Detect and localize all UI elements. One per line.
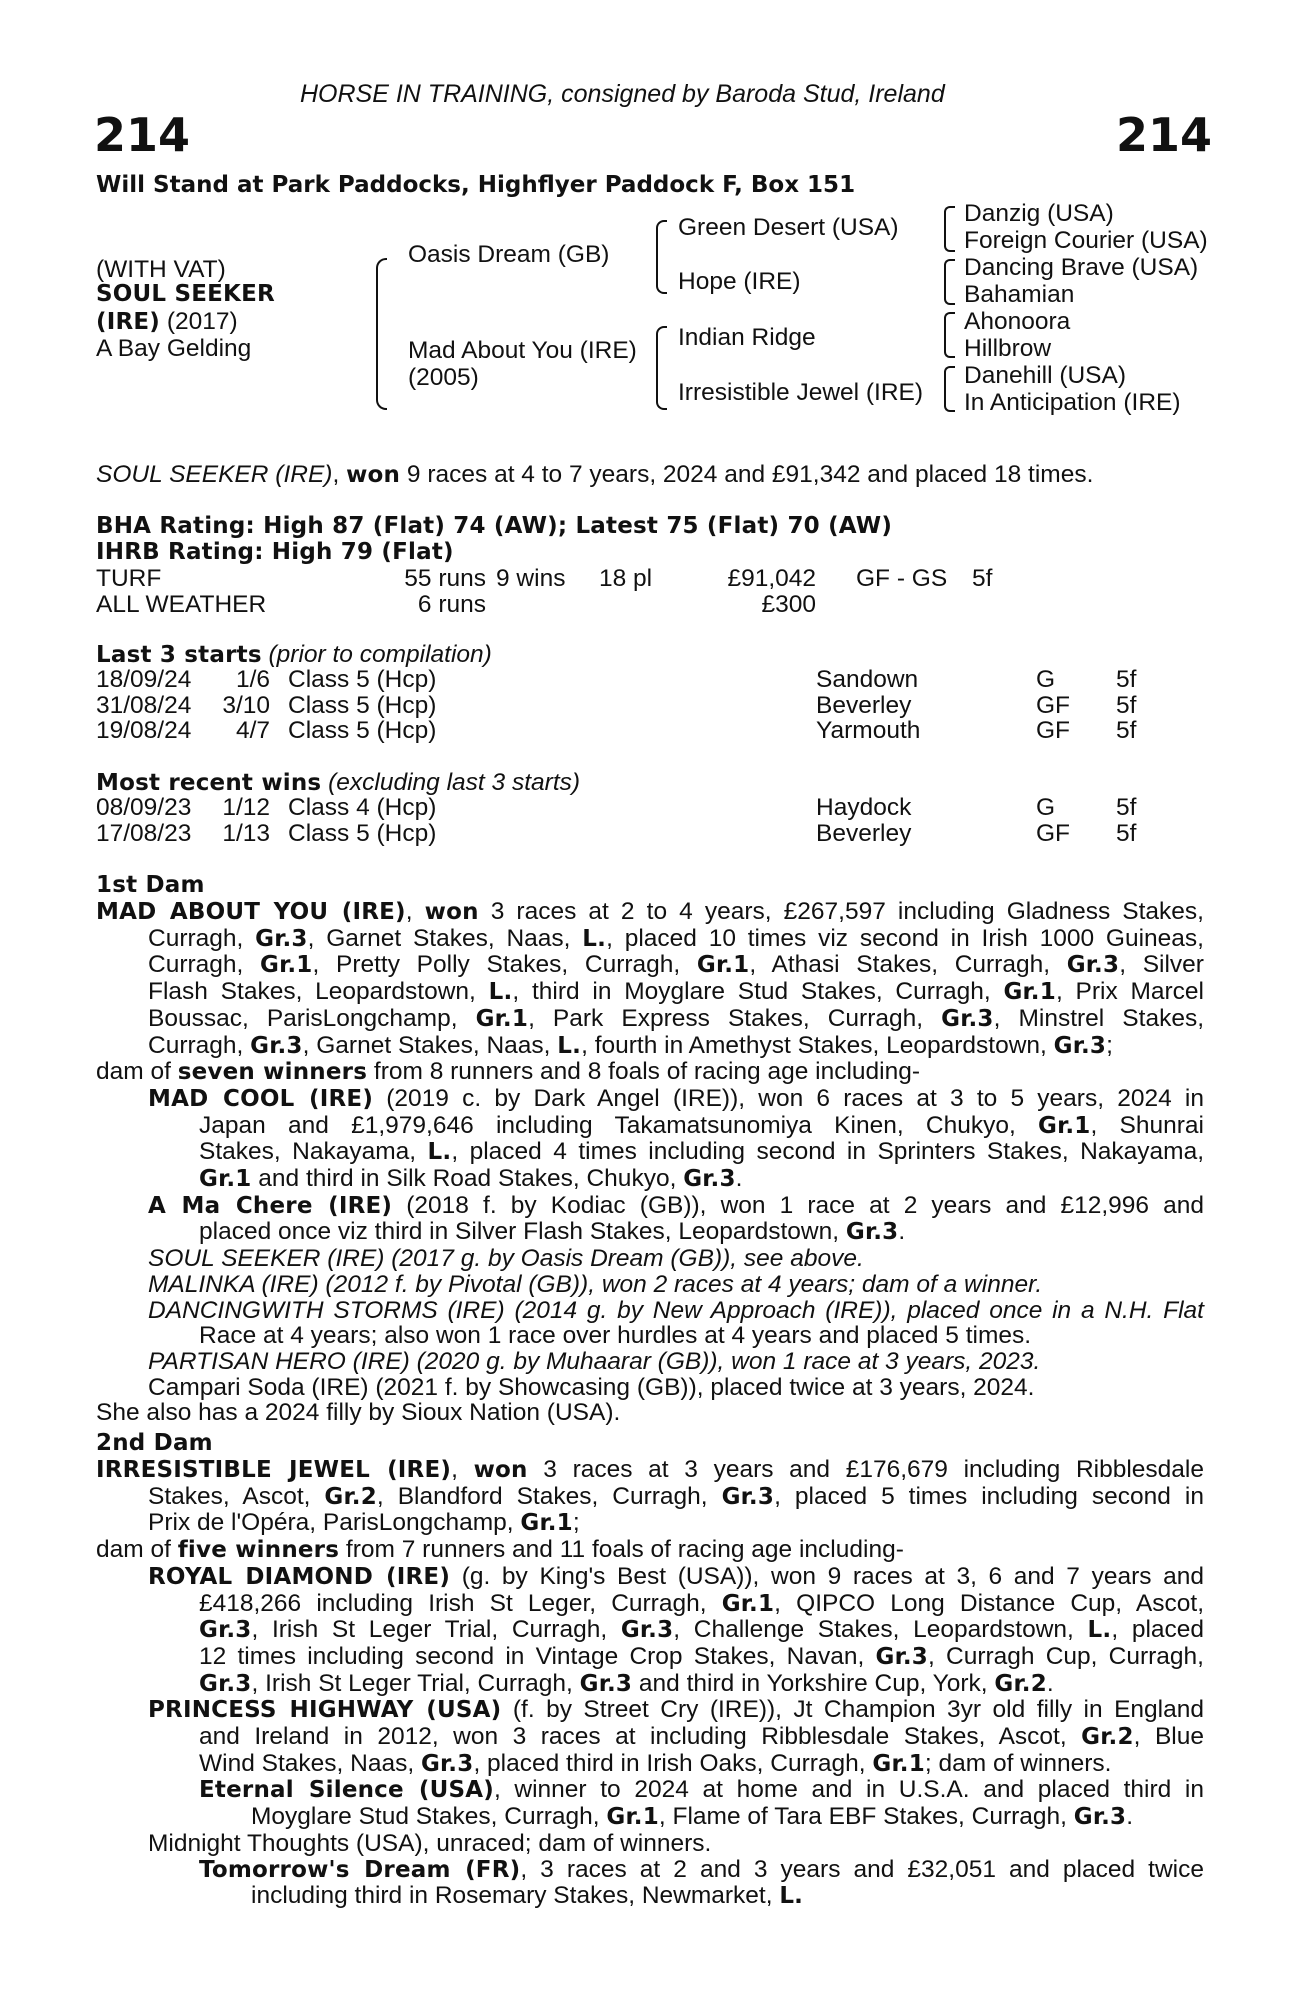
pedigree-brace bbox=[944, 366, 955, 412]
last3-row: 31/08/24 3/10 Class 5 (Hcp) Beverley GF 5f bbox=[96, 692, 1137, 719]
lot-number-right: 214 bbox=[1116, 108, 1213, 162]
pedigree-ddd: In Anticipation (IRE) bbox=[964, 389, 1181, 416]
progeny-a-ma-chere: A Ma Chere (IRE) (2018 f. by Kodiac (GB)), won 1 race at 2 years and £12,996 and bbox=[148, 1191, 1204, 1219]
recent-row: 08/09/23 1/12 Class 4 (Hcp) Haydock G 5f bbox=[96, 794, 1137, 821]
horse-origin-year: (IRE) (2017) bbox=[96, 308, 238, 335]
bha-rating: BHA Rating: High 87 (Flat) 74 (AW); Latest 75 (Flat) 70 (AW) bbox=[96, 513, 893, 539]
recent-wins-heading: Most recent wins (excluding last 3 starts) bbox=[96, 769, 581, 796]
pedigree-dam-year: (2005) bbox=[408, 364, 479, 391]
progeny-princess-highway: PRINCESS HIGHWAY (USA) (f. by Street Cry (IRE)), Jt Champion 3yr old filly in England bbox=[148, 1696, 1205, 1724]
dam1-note: She also has a 2024 filly by Sioux Nation (USA). bbox=[96, 1399, 621, 1427]
progeny-partisan-hero: PARTISAN HERO (IRE) (2020 g. by Muhaarar (GB)), won 1 race at 3 years, 2023. bbox=[148, 1347, 1041, 1375]
pedigree-dam-sire: Indian Ridge bbox=[678, 324, 816, 351]
pedigree-brace bbox=[656, 220, 667, 294]
stand-location: Will Stand at Park Paddocks, Highflyer Paddock F, Box 151 bbox=[96, 172, 856, 198]
pedigree-dam-dam: Irresistible Jewel (IRE) bbox=[678, 379, 924, 406]
consignment-line: HORSE IN TRAINING, consigned by Baroda Stud, Ireland bbox=[300, 80, 945, 108]
progeny-soul-seeker: SOUL SEEKER (IRE) (2017 g. by Oasis Dream (GB)), see above. bbox=[148, 1245, 864, 1273]
dam1-section: MAD ABOUT YOU (IRE), won 3 races at 2 to 4 years, £267,597 including Gladness Stakes, Curragh, Gr.3, Garnet Stakes, Naas, L., placed 10 times viz second in Irish 1000 Guineas, Curragh, Gr.1, Pretty Polly Stakes, Curragh, Gr.1, Athasi Stakes, Curragh, Gr.3, Silver Flash Stakes, Leopardstown, L., third in Moyglare Stud Stakes, Curragh, Gr.1, Prix Marcel Boussac, ParisLongchamp, Gr.1, Park Express Stakes, Curragh, Gr.3, Minstrel Stakes, Curragh, Gr.3, Garnet Stakes, Naas, L., fourth in Amethyst Stakes, Leopardstown, Gr.3; dam of seven winners from 8 runners and 8 foals of racing age including- MAD COOL (IRE) (2019 c. by Dark Angel (IRE)), won 6 races at 3 to 5 years, 2024 in Japan and £1,979,646 including Takamatsunomiya Kinen, Chukyo, Gr.1, Shunrai Stakes, Nakayama, L., placed 4 times including second in Sprinters Stakes, Nakayama, Gr.1 and third in Silk Road Stakes, Chukyo, Gr.3. A Ma Chere (IRE) (2018 f. by Kodiac (GB)), won 1 race at 2 years and £12,996 and placed once viz third in Silver Flash Stakes, Leopardstown, Gr.3. SOUL SEEKER (IRE) (2017 g. by Oasis Dream (GB)), see above. MALINKA (IRE) (2012 f. by Pivotal (GB)), won 2 races at 4 years; dam of a winner. DANCINGWITH STORMS (IRE) (2014 g. by New Approach (IRE)), placed once in a N.H. Flat Race at 4 years; also won 1 race over hurdles at 4 years and placed 5 times. PARTISAN HERO (IRE) (2020 g. by Muhaarar (GB)), won 1 race at 3 years, 2023. Campari Soda (IRE) (2021 f. by Showcasing (GB)), placed twice at 3 years, 2024. She also has a 2024 filly by Sioux Nation (USA). bbox=[96, 898, 1205, 1427]
recent-row: 17/08/23 1/13 Class 5 (Hcp) Beverley GF 5f bbox=[96, 820, 1137, 847]
horse-description: A Bay Gelding bbox=[96, 335, 252, 362]
pedigree-dds: Danehill (USA) bbox=[964, 362, 1127, 389]
progeny-campari-soda: Campari Soda (IRE) (2021 f. by Showcasing (GB)), placed twice at 3 years, 2024. bbox=[148, 1373, 1035, 1401]
pedigree-sds: Dancing Brave (USA) bbox=[964, 254, 1199, 281]
pedigree-sss: Danzig (USA) bbox=[964, 200, 1114, 227]
lot-number-left: 214 bbox=[94, 108, 191, 162]
progeny-malinka: MALINKA (IRE) (2012 f. by Pivotal (GB)), won 2 races at 4 years; dam of a winner. bbox=[148, 1270, 1043, 1298]
progeny-eternal-silence: Eternal Silence (USA), winner to 2024 at home and in U.S.A. and placed third in bbox=[199, 1776, 1204, 1804]
race-summary: SOUL SEEKER (IRE), won 9 races at 4 to 7 years, 2024 and £91,342 and placed 18 times. bbox=[96, 461, 1094, 488]
progeny-midnight-thoughts: Midnight Thoughts (USA), unraced; dam of winners. bbox=[148, 1829, 712, 1857]
pedigree-sdd: Bahamian bbox=[964, 281, 1075, 308]
progeny-dancingwith-storms: DANCINGWITH STORMS (IRE) (2014 g. by New Approach (IRE)), placed once in a N.H. Flat bbox=[148, 1296, 1204, 1324]
pedigree-brace bbox=[656, 326, 667, 410]
progeny-tomorrows-dream: Tomorrow's Dream (FR), 3 races at 2 and 3 years and £32,051 and placed twice bbox=[199, 1855, 1204, 1883]
pedigree-dam: Mad About You (IRE) bbox=[408, 337, 637, 364]
dam1-heading: 1st Dam bbox=[96, 872, 205, 898]
pedigree-dss: Ahonoora bbox=[964, 308, 1071, 335]
pedigree-brace bbox=[944, 312, 955, 358]
ihrb-rating: IHRB Rating: High 79 (Flat) bbox=[96, 539, 454, 565]
dam2-heading: 2nd Dam bbox=[96, 1430, 213, 1456]
last3-row: 18/09/24 1/6 Class 5 (Hcp) Sandown G 5f bbox=[96, 666, 1137, 693]
last3-row: 19/08/24 4/7 Class 5 (Hcp) Yarmouth GF 5f bbox=[96, 717, 1137, 744]
vat-note: (WITH VAT) bbox=[96, 256, 226, 283]
dam2-section: IRRESISTIBLE JEWEL (IRE), won 3 races at 3 years and £176,679 including Ribblesdale Stakes, Ascot, Gr.2, Blandford Stakes, Curragh, Gr.3, placed 5 times including second in Prix de l'Opéra, ParisLongchamp, Gr.1; dam of five winners from 7 runners and 11 foals of racing age including- ROYAL DIAMOND (IRE) (g. by King's Best (USA)), won 9 races at 3, 6 and 7 years and £418,266 including Irish St Leger, Curragh, Gr.1, QIPCO Long Distance Cup, Ascot, Gr.3, Irish St Leger Trial, Curragh, Gr.3, Challenge Stakes, Leopardstown, L., placed 12 times including second in Vintage Crop Stakes, Navan, Gr.3, Curragh Cup, Curragh, Gr.3, Irish St Leger Trial, Curragh, Gr.3 and third in Yorkshire Cup, York, Gr.2. PRINCESS HIGHWAY (USA) (f. by Street Cry (IRE)), Jt Champion 3yr old filly in England and Ireland in 2012, won 3 races at including Ribblesdale Stakes, Ascot, Gr.2, Blue Wind Stakes, Naas, Gr.3, placed third in Irish Oaks, Curragh, Gr.1; dam of winners. Eternal Silence (USA), winner to 2024 at home and in U.S.A. and placed third in Moyglare Stud Stakes, Curragh, Gr.1, Flame of Tara EBF Stakes, Curragh, Gr.3. Midnight Thoughts (USA), unraced; dam of winners. Tomorrow's Dream (FR), 3 races at 2 and 3 years and £32,051 and placed twice including third in Rosemary Stakes, Newmarket, L. bbox=[96, 1456, 1205, 1910]
pedigree-ssd: Foreign Courier (USA) bbox=[964, 227, 1208, 254]
progeny-mad-cool: MAD COOL (IRE) (2019 c. by Dark Angel (IRE)), won 6 races at 3 to 5 years, 2024 in bbox=[148, 1084, 1204, 1112]
pedigree-brace bbox=[944, 206, 955, 252]
pedigree-brace bbox=[376, 258, 387, 410]
progeny-royal-diamond: ROYAL DIAMOND (IRE) (g. by King's Best (USA)), won 9 races at 3, 6 and 7 years and bbox=[148, 1562, 1204, 1590]
pedigree-sire: Oasis Dream (GB) bbox=[408, 241, 610, 268]
last3-heading: Last 3 starts (prior to compilation) bbox=[96, 641, 492, 668]
record-row-aw: ALL WEATHER 6 runs £300 bbox=[96, 591, 816, 618]
pedigree-sire-dam: Hope (IRE) bbox=[678, 268, 801, 295]
record-row-turf: TURF 55 runs 9 wins 18 pl £91,042 GF - GS 5f bbox=[96, 565, 993, 592]
pedigree-brace bbox=[944, 259, 955, 305]
horse-name: SOUL SEEKER bbox=[96, 281, 275, 307]
pedigree-dsd: Hillbrow bbox=[964, 335, 1052, 362]
pedigree-sire-sire: Green Desert (USA) bbox=[678, 214, 899, 241]
